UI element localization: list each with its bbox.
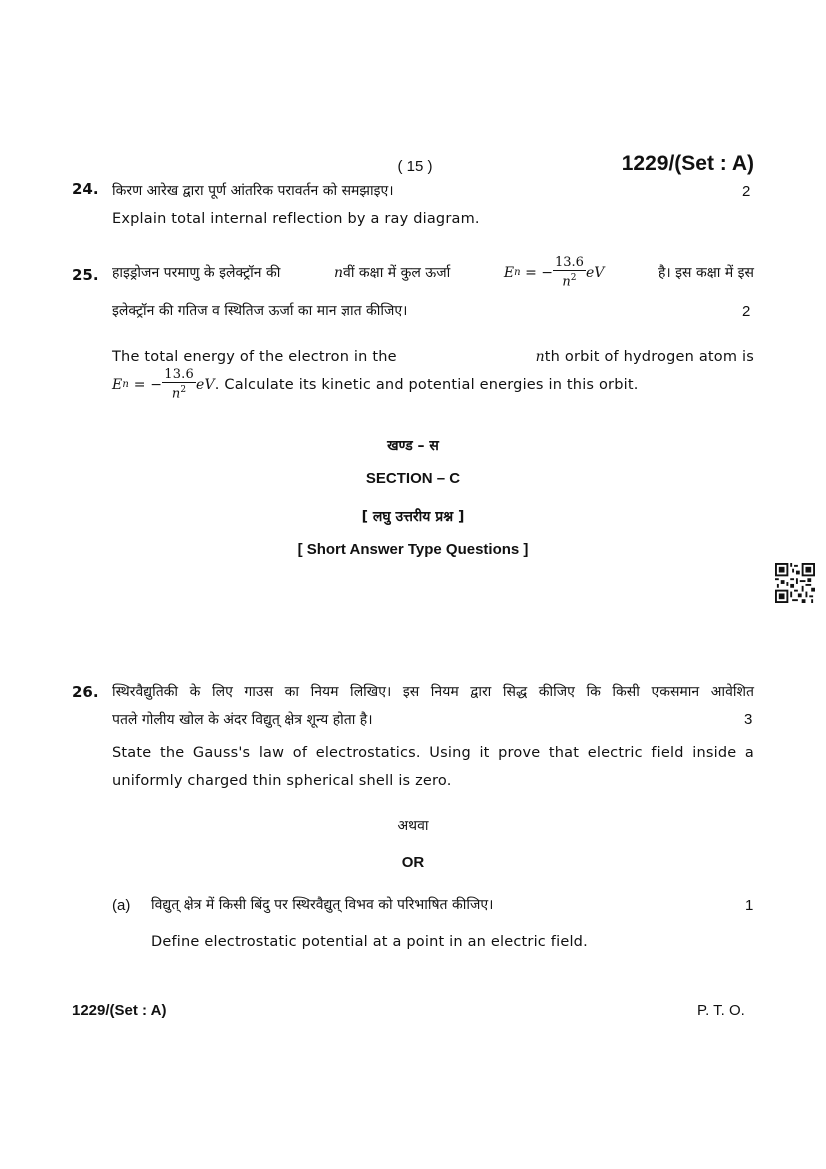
footer-paper-code: 1229/(Set : A) — [72, 1002, 167, 1019]
question-25-number: 25. — [72, 266, 99, 284]
energy-formula-english — [112, 368, 215, 401]
part-a-label: (a) — [112, 897, 131, 914]
question-25-marks: 2 — [742, 303, 751, 320]
q25-hindi-nth — [334, 263, 450, 282]
formula-unit: eV — [585, 264, 605, 281]
section-title: SECTION – C — [365, 470, 461, 487]
formula-denominator-exponent: 2 — [570, 273, 577, 283]
or-english: OR — [401, 854, 425, 871]
formula-denominator-base: n — [562, 274, 571, 290]
page-number: ( 15 ) — [397, 158, 433, 175]
formula2-lhs: E — [112, 376, 123, 393]
question-26-english-line1: State the Gauss's law of electrostatics. Using it prove that electric field inside a — [112, 745, 754, 761]
paper-code-header: 1229/(Set : A) — [621, 152, 754, 175]
question-25-hindi-line2: इलेक्ट्रॉन की गतिज व स्थितिज ऊर्जा का मान ज्ञात कीजिए। — [112, 303, 408, 319]
question-24-number: 24. — [72, 180, 99, 198]
q25-hindi-text-b: वीं कक्षा में कुल ऊर्जा — [343, 265, 451, 282]
formula-subscript: n — [514, 267, 521, 279]
q25-english-nth — [536, 349, 754, 365]
q25-hindi-text-c: है। इस कक्षा में इस — [657, 265, 754, 282]
formula2-fraction — [162, 368, 196, 401]
formula2-unit: eV — [195, 376, 215, 393]
question-26-number: 26. — [72, 683, 99, 701]
question-25-hindi-line1 — [112, 256, 754, 289]
or-hindi: अथवा — [397, 818, 429, 834]
question-24-marks: 2 — [742, 183, 751, 200]
part-a-marks: 1 — [745, 897, 754, 914]
part-a-hindi: विद्युत् क्षेत्र में किसी बिंदु पर स्थिरवैद्युत् विभव को परिभाषित कीजिए। — [151, 897, 494, 913]
part-a-english: Define electrostatic potential at a point in an electric field. — [151, 934, 588, 950]
formula-numerator: 13.6 — [554, 255, 584, 270]
footer-pto: P. T. O. — [697, 1002, 745, 1019]
formula2-equals: = − — [133, 376, 163, 393]
q25-english-text-b: th orbit of hydrogen atom is — [544, 349, 754, 365]
formula-fraction — [553, 256, 586, 289]
q25-english-n: n — [535, 349, 545, 365]
question-26-hindi-line1: स्थिरवैद्युतिकी के लिए गाउस का नियम लिखिए। इस नियम द्वारा सिद्ध कीजिए कि किसी एकसमान आवेशित — [112, 684, 754, 700]
question-26-marks: 3 — [744, 711, 753, 728]
qr-code — [775, 563, 815, 603]
section-type-hindi: [ लघु उत्तरीय प्रश्न ] — [361, 509, 465, 525]
question-26-english-line2: uniformly charged thin spherical shell is zero. — [112, 773, 452, 789]
formula-denominator — [553, 271, 586, 289]
q25-hindi-text-a: हाइड्रोजन परमाणु के इलेक्ट्रॉन की — [112, 265, 281, 282]
section-title-hindi: खण्ड – स — [387, 438, 439, 454]
formula2-subscript: n — [122, 379, 130, 391]
question-24-english: Explain total internal reflection by a ray diagram. — [112, 211, 480, 227]
section-type: [ Short Answer Type Questions ] — [297, 541, 529, 558]
formula2-denominator — [162, 383, 196, 401]
question-25-english-line1 — [112, 349, 754, 365]
question-26-hindi-line2: पतले गोलीय खोल के अंदर विद्युत् क्षेत्र शून्य होता है। — [112, 712, 373, 728]
q25-hindi-n: n — [334, 264, 344, 281]
formula-equals: = − — [525, 264, 553, 281]
q25-english-text-a: The total energy of the electron in the — [112, 349, 397, 365]
formula2-numerator: 13.6 — [164, 367, 194, 382]
formula2-denominator-exponent: 2 — [180, 385, 187, 395]
formula2-denominator-base: n — [171, 386, 181, 402]
question-25-english-line2 — [112, 368, 639, 401]
question-24-hindi: किरण आरेख द्वारा पूर्ण आंतरिक परावर्तन को समझाइए। — [112, 183, 394, 199]
q25-english-line2-text: . Calculate its kinetic and potential energies in this orbit. — [214, 376, 639, 393]
formula-lhs: E — [503, 264, 515, 281]
energy-formula-hindi — [504, 256, 604, 289]
